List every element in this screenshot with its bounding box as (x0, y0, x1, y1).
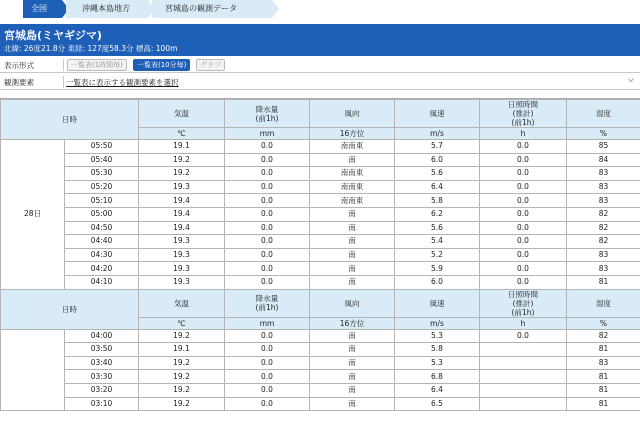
precipitation-cell: 0.0 (225, 275, 310, 289)
temperature-cell: 19.2 (139, 370, 225, 384)
humidity-cell: 83 (567, 180, 640, 194)
table-row (1, 397, 640, 411)
table-row (1, 153, 640, 167)
header-precipitation: 降水量 (前1h) (225, 100, 310, 128)
wind-direction-cell: 南南東 (310, 194, 395, 208)
sunshine-cell: 0.0 (480, 140, 567, 154)
header-humidity: 湿度 (567, 289, 640, 317)
time-cell: 04:10 (65, 275, 139, 289)
wind-direction-cell: 南 (310, 397, 395, 411)
table-row (1, 329, 640, 343)
breadcrumb-label: 沖縄本島地方 (82, 4, 130, 13)
precipitation-cell: 0.0 (225, 194, 310, 208)
sunshine-cell (480, 343, 567, 357)
temperature-cell: 19.4 (139, 207, 225, 221)
table-row (1, 167, 640, 181)
wind-speed-cell: 5.3 (395, 329, 480, 343)
temperature-cell: 19.4 (139, 221, 225, 235)
precipitation-cell: 0.0 (225, 180, 310, 194)
unit-wind-speed: m/s (395, 128, 480, 140)
header-humidity: 湿度 (567, 100, 640, 128)
wind-direction-cell: 南南東 (310, 180, 395, 194)
table-row (1, 275, 640, 289)
wind-speed-cell: 6.2 (395, 207, 480, 221)
hourly-list-button[interactable]: 一覧表(1時間毎) (67, 59, 127, 71)
time-cell: 04:20 (65, 262, 139, 276)
unit-temp: ℃ (139, 317, 225, 329)
unit-sunshine: h (480, 317, 567, 329)
wind-speed-cell: 5.8 (395, 343, 480, 357)
row-divider (63, 59, 64, 71)
temperature-cell: 19.3 (139, 248, 225, 262)
wind-speed-cell: 5.7 (395, 140, 480, 154)
sunshine-cell: 0.0 (480, 262, 567, 276)
wind-direction-cell: 南 (310, 207, 395, 221)
table-row (1, 343, 640, 357)
table-row (1, 140, 640, 154)
time-cell: 03:40 (65, 356, 139, 370)
table-row (1, 194, 640, 208)
time-cell: 04:40 (65, 235, 139, 249)
temperature-cell: 19.2 (139, 383, 225, 397)
precipitation-cell: 0.0 (225, 397, 310, 411)
header-sunshine: 日照時間 (推計) (前1h) (480, 100, 567, 128)
wind-direction-cell: 南 (310, 235, 395, 249)
header-temperature: 気温 (139, 100, 225, 128)
humidity-cell: 83 (567, 194, 640, 208)
unit-temp: ℃ (139, 128, 225, 140)
wind-direction-cell: 南 (310, 262, 395, 276)
humidity-cell: 83 (567, 262, 640, 276)
humidity-cell: 81 (567, 275, 640, 289)
unit-wind-dir: 16方位 (310, 317, 395, 329)
unit-precip: mm (225, 128, 310, 140)
table-row (1, 356, 640, 370)
day-cell (1, 329, 65, 411)
sunshine-cell: 0.0 (480, 180, 567, 194)
humidity-cell: 82 (567, 235, 640, 249)
temperature-cell: 19.3 (139, 262, 225, 276)
precipitation-cell: 0.0 (225, 383, 310, 397)
time-cell: 03:50 (65, 343, 139, 357)
humidity-cell: 81 (567, 370, 640, 384)
humidity-cell: 81 (567, 343, 640, 357)
time-cell: 03:10 (65, 397, 139, 411)
temperature-cell: 19.2 (139, 397, 225, 411)
header-datetime: 日時 (1, 100, 139, 140)
wind-speed-cell: 6.0 (395, 275, 480, 289)
precipitation-cell: 0.0 (225, 207, 310, 221)
time-cell: 05:40 (65, 153, 139, 167)
station-coords: 北緯: 26度21.8分 東経: 127度58.3分 標高: 100m (4, 44, 178, 53)
row-divider (63, 76, 64, 88)
wind-direction-cell: 南 (310, 329, 395, 343)
chevron-down-icon[interactable] (628, 77, 634, 83)
sunshine-cell (480, 397, 567, 411)
header-wind-speed: 風速 (395, 289, 480, 317)
time-cell: 05:30 (65, 167, 139, 181)
time-cell: 03:20 (65, 383, 139, 397)
temperature-cell: 19.2 (139, 356, 225, 370)
time-cell: 05:10 (65, 194, 139, 208)
humidity-cell: 85 (567, 140, 640, 154)
sunshine-cell: 0.0 (480, 207, 567, 221)
observation-table (0, 99, 640, 411)
sunshine-cell: 0.0 (480, 248, 567, 262)
sunshine-cell: 0.0 (480, 235, 567, 249)
table-row (1, 180, 640, 194)
humidity-cell: 83 (567, 356, 640, 370)
table-row (1, 235, 640, 249)
wind-direction-cell: 南 (310, 153, 395, 167)
humidity-cell: 84 (567, 153, 640, 167)
table-row (1, 221, 640, 235)
table-row (1, 207, 640, 221)
station-header (0, 24, 640, 56)
humidity-cell: 82 (567, 221, 640, 235)
precipitation-cell: 0.0 (225, 153, 310, 167)
table-row (1, 383, 640, 397)
table-header-row (1, 100, 640, 128)
unit-wind-speed: m/s (395, 317, 480, 329)
ten-minute-list-button[interactable]: 一覧表(10分毎) (133, 59, 190, 71)
wind-direction-cell: 南 (310, 275, 395, 289)
wind-speed-cell: 5.4 (395, 235, 480, 249)
table-row (1, 248, 640, 262)
wind-direction-cell: 南 (310, 248, 395, 262)
temperature-cell: 19.4 (139, 194, 225, 208)
sunshine-cell: 0.0 (480, 221, 567, 235)
wind-speed-cell: 5.8 (395, 194, 480, 208)
precipitation-cell: 0.0 (225, 262, 310, 276)
time-cell: 05:20 (65, 180, 139, 194)
sunshine-cell: 0.0 (480, 167, 567, 181)
temperature-cell: 19.3 (139, 180, 225, 194)
precipitation-cell: 0.0 (225, 221, 310, 235)
precipitation-cell: 0.0 (225, 167, 310, 181)
display-format-row (0, 57, 640, 73)
precipitation-cell: 0.0 (225, 329, 310, 343)
table-row (1, 262, 640, 276)
header-wind-direction: 風向 (310, 100, 395, 128)
precipitation-cell: 0.0 (225, 248, 310, 262)
humidity-cell: 81 (567, 383, 640, 397)
wind-speed-cell: 6.5 (395, 397, 480, 411)
unit-wind-dir: 16方位 (310, 128, 395, 140)
breadcrumb-label: 宮城島の観測データ (165, 4, 237, 13)
station-name: 宮城島(ミヤギジマ) (4, 29, 102, 42)
humidity-cell: 81 (567, 397, 640, 411)
unit-humidity: % (567, 128, 640, 140)
wind-speed-cell: 6.4 (395, 180, 480, 194)
wind-direction-cell: 南南東 (310, 140, 395, 154)
time-cell: 03:30 (65, 370, 139, 384)
sunshine-cell (480, 370, 567, 384)
element-select-row (0, 74, 640, 90)
day-cell: 28日 (1, 140, 65, 290)
humidity-cell: 83 (567, 248, 640, 262)
temperature-cell: 19.3 (139, 275, 225, 289)
temperature-cell: 19.2 (139, 167, 225, 181)
breadcrumb (0, 0, 640, 18)
wind-speed-cell: 6.4 (395, 383, 480, 397)
wind-direction-cell: 南 (310, 370, 395, 384)
observation-table-container[interactable] (0, 98, 640, 445)
precipitation-cell: 0.0 (225, 370, 310, 384)
header-wind-direction: 風向 (310, 289, 395, 317)
humidity-cell: 83 (567, 167, 640, 181)
breadcrumb-label: 全国 (31, 4, 47, 13)
sunshine-cell: 0.0 (480, 275, 567, 289)
sunshine-cell: 0.0 (480, 329, 567, 343)
wind-speed-cell: 5.2 (395, 248, 480, 262)
temperature-cell: 19.3 (139, 235, 225, 249)
wind-speed-cell: 5.6 (395, 167, 480, 181)
wind-direction-cell: 南 (310, 383, 395, 397)
header-wind-speed: 風速 (395, 100, 480, 128)
header-datetime: 日時 (1, 289, 139, 329)
wind-speed-cell: 5.9 (395, 262, 480, 276)
table-header-row (1, 289, 640, 317)
time-cell: 04:50 (65, 221, 139, 235)
display-format-label: 表示形式 (4, 61, 34, 70)
graph-button[interactable]: グラフ (196, 59, 225, 71)
sunshine-cell: 0.0 (480, 153, 567, 167)
header-precipitation: 降水量 (前1h) (225, 289, 310, 317)
time-cell: 04:30 (65, 248, 139, 262)
wind-speed-cell: 6.0 (395, 153, 480, 167)
element-label: 観測要素 (4, 78, 34, 87)
wind-direction-cell: 南 (310, 356, 395, 370)
temperature-cell: 19.1 (139, 140, 225, 154)
sunshine-cell: 0.0 (480, 194, 567, 208)
humidity-cell: 82 (567, 329, 640, 343)
wind-speed-cell: 5.6 (395, 221, 480, 235)
temperature-cell: 19.2 (139, 153, 225, 167)
wind-direction-cell: 南 (310, 343, 395, 357)
sunshine-cell (480, 356, 567, 370)
time-cell: 05:00 (65, 207, 139, 221)
time-cell: 04:00 (65, 329, 139, 343)
element-select-dropdown[interactable]: 一覧表に表示する観測要素を選択 (66, 78, 179, 87)
header-sunshine: 日照時間 (推計) (前1h) (480, 289, 567, 317)
precipitation-cell: 0.0 (225, 140, 310, 154)
sunshine-cell (480, 383, 567, 397)
unit-precip: mm (225, 317, 310, 329)
unit-sunshine: h (480, 128, 567, 140)
unit-humidity: % (567, 317, 640, 329)
temperature-cell: 19.2 (139, 329, 225, 343)
wind-direction-cell: 南南東 (310, 167, 395, 181)
precipitation-cell: 0.0 (225, 356, 310, 370)
header-temperature: 気温 (139, 289, 225, 317)
humidity-cell: 82 (567, 207, 640, 221)
time-cell: 05:50 (65, 140, 139, 154)
precipitation-cell: 0.0 (225, 343, 310, 357)
wind-direction-cell: 南 (310, 221, 395, 235)
precipitation-cell: 0.0 (225, 235, 310, 249)
wind-speed-cell: 5.3 (395, 356, 480, 370)
table-row (1, 370, 640, 384)
wind-speed-cell: 6.8 (395, 370, 480, 384)
temperature-cell: 19.1 (139, 343, 225, 357)
